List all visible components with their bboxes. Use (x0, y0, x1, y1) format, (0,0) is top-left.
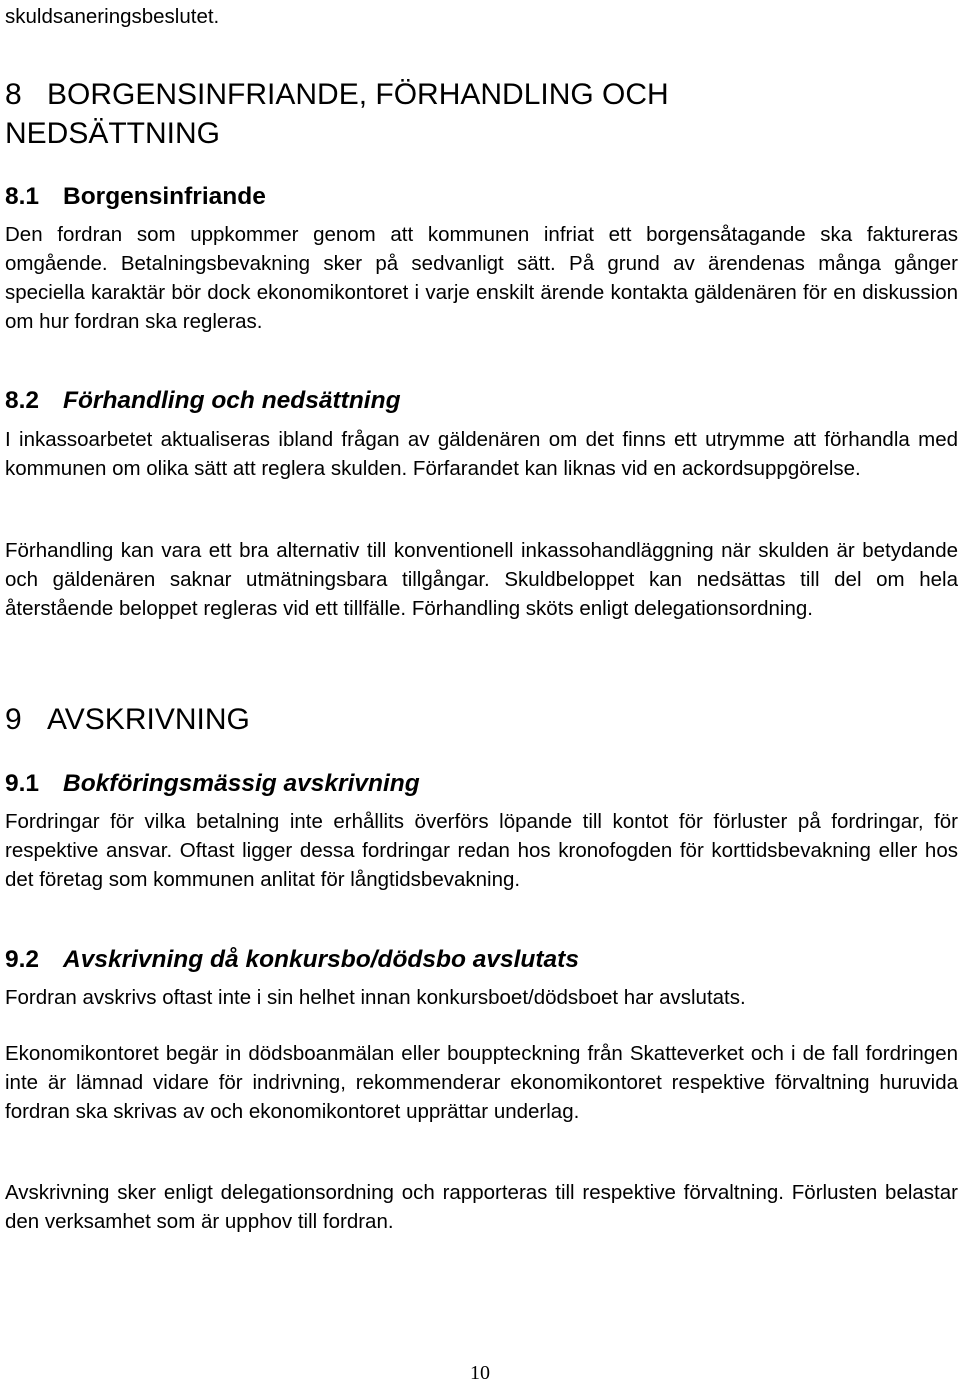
section-8-heading (5, 75, 669, 114)
subsection-8-2-heading (5, 385, 401, 417)
subsection-9-2-para1: Fordran avskrivs oftast inte i sin helhet innan konkursboet/dödsboet har avslutats. (5, 986, 746, 1009)
subsection-8-2-title: Förhandling och nedsättning (63, 387, 401, 414)
subsection-9-1-heading (5, 768, 420, 800)
carryover-text: skuldsaneringsbeslutet. (5, 5, 220, 28)
subsection-9-1-number: 9.1 (5, 770, 40, 797)
subsection-9-1-body: Fordringar för vilka betalning inte erhållits överförs löpande till kontot för förluster på fordringar, för respektive ansvar. Oftast ligger dessa fordringar redan hos kronofogden för korttidsbevakning eller hos det företag som kommunen anlitat för långtidsbevakning. (5, 810, 958, 891)
subsection-8-2-number: 8.2 (5, 387, 40, 414)
section-9-heading (5, 700, 250, 739)
subsection-9-2-number: 9.2 (5, 946, 40, 973)
subsection-9-1-title: Bokföringsmässig avskrivning (63, 770, 420, 797)
subsection-9-2-para3: Avskrivning sker enligt delegationsordning och rapporteras till respektive förvaltning. Förlusten belastar den verksamhet som är upphov till fordran. (5, 1181, 958, 1233)
subsection-8-2-para1: I inkassoarbetet aktualiseras ibland frågan av gäldenären om det finns ett utrymme att förhandla med kommunen om olika sätt att reglera skulden. Förfarandet kan liknas vid en ackordsuppgörelse. (5, 428, 958, 480)
section-9-title: AVSKRIVNING (47, 703, 250, 736)
subsection-8-1-number: 8.1 (5, 183, 40, 210)
subsection-9-2-title: Avskrivning då konkursbo/dödsbo avslutats (63, 946, 579, 973)
section-9-number: 9 (5, 703, 22, 736)
section-8-title-line1: BORGENSINFRIANDE, FÖRHANDLING OCH (47, 78, 669, 111)
section-8-title-line2: NEDSÄTTNING (5, 117, 221, 150)
subsection-9-2-para2: Ekonomikontoret begär in dödsboanmälan eller bouppteckning från Skatteverket och i de fall fordringen inte är lämnad vidare för indrivning, rekommenderar ekonomikontoret respektive förvaltning huruvida fordran ska skrivas av och ekonomikontoret upprättar underlag. (5, 1042, 958, 1123)
page-number: 10 (470, 1362, 490, 1384)
subsection-8-2-para2: Förhandling kan vara ett bra alternativ till konventionell inkassohandläggning när skulden är betydande och gäldenären saknar utmätningsbara tillgångar. Skuldbeloppet kan nedsättas till del om hela återstående beloppet regleras vid ett tillfälle. Förhandling sköts enligt delegationsordning. (5, 539, 958, 620)
section-8-heading-cont (5, 114, 220, 153)
subsection-8-1-heading (5, 181, 266, 213)
section-8-number: 8 (5, 78, 22, 111)
subsection-9-2-heading (5, 944, 579, 976)
subsection-8-1-title: Borgensinfriande (63, 183, 266, 210)
subsection-8-1-body: Den fordran som uppkommer genom att kommunen infriat ett borgensåtagande ska faktureras omgående. Betalningsbevakning sker på sedvanligt sätt. På grund av ärendenas många gånger speciella karaktär bör dock ekonomikontoret i varje enskilt ärende kontakta gäldenären för en diskussion om hur fordran ska regleras. (5, 223, 958, 333)
